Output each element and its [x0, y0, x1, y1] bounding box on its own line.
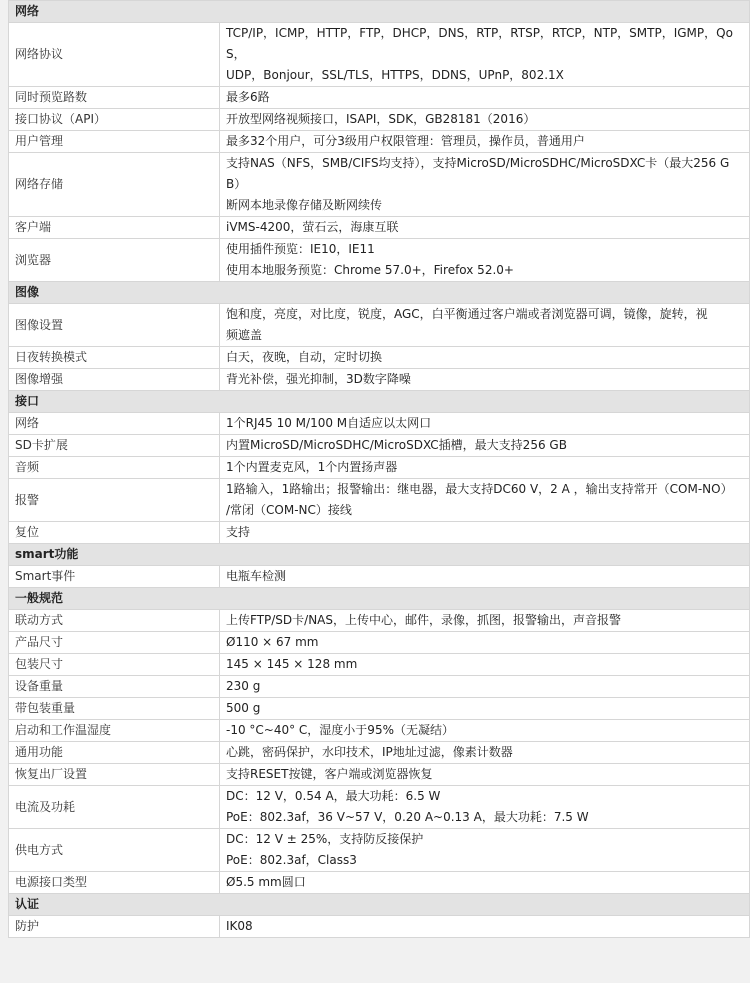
spec-row — [9, 87, 750, 109]
spec-value — [220, 153, 750, 217]
spec-value-line: 电瓶车检测 — [226, 569, 287, 583]
spec-label: 接口协议（API） — [9, 109, 220, 131]
spec-value-line: 最多32个用户，可分3级用户权限管理：管理员，操作员，普通用户 — [226, 134, 585, 148]
spec-label: 电流及功耗 — [9, 786, 220, 829]
spec-value — [220, 304, 750, 347]
spec-value-line: 支持NAS（NFS，SMB/CIFS均支持），支持MicroSD/MicroSDHC/MicroSDXC卡（最大256 GB） — [226, 156, 730, 191]
spec-value — [220, 23, 750, 87]
section-header — [9, 544, 750, 566]
spec-row — [9, 742, 750, 764]
spec-value-line: IK08 — [226, 919, 253, 933]
spec-value-line: /常闭（COM-NC）接线 — [226, 503, 352, 517]
spec-value-line: 白天，夜晚，自动，定时切换 — [226, 350, 383, 364]
spec-row — [9, 109, 750, 131]
spec-value-line: 使用插件预览：IE10，IE11 — [226, 242, 375, 256]
spec-label: 复位 — [9, 522, 220, 544]
spec-value — [220, 654, 750, 676]
spec-value-line: iVMS-4200，萤石云，海康互联 — [226, 220, 399, 234]
spec-value — [220, 239, 750, 282]
spec-value — [220, 435, 750, 457]
section-title: 认证 — [9, 894, 750, 916]
spec-value-line: 内置MicroSD/MicroSDHC/MicroSDXC插槽，最大支持256 GB — [226, 438, 567, 452]
spec-label: 用户管理 — [9, 131, 220, 153]
spec-row — [9, 654, 750, 676]
spec-value-line: 1个RJ45 10 M/100 M自适应以太网口 — [226, 416, 432, 430]
spec-value-line: 最多6路 — [226, 90, 270, 104]
spec-row — [9, 676, 750, 698]
spec-value-line: DC：12 V，0.54 A，最大功耗：6.5 W — [226, 789, 441, 803]
spec-row — [9, 720, 750, 742]
spec-row — [9, 369, 750, 391]
spec-value — [220, 632, 750, 654]
spec-row — [9, 786, 750, 829]
spec-label: SD卡扩展 — [9, 435, 220, 457]
spec-value — [220, 786, 750, 829]
spec-value-line: PoE：802.3af，36 V~57 V，0.20 A~0.13 A，最大功耗：7.5 W — [226, 810, 589, 824]
spec-value-line: 145 × 145 × 128 mm — [226, 657, 358, 671]
section-title: 一般规范 — [9, 588, 750, 610]
spec-row — [9, 457, 750, 479]
spec-value-line: 频遮盖 — [226, 328, 263, 342]
spec-value — [220, 764, 750, 786]
spec-value-line: 饱和度，亮度，对比度，锐度，AGC，白平衡通过客户端或者浏览器可调，镜像，旋转，视 — [226, 307, 708, 321]
spec-label: 通用功能 — [9, 742, 220, 764]
spec-value — [220, 369, 750, 391]
section-title: 图像 — [9, 282, 750, 304]
spec-value-line: 开放型网络视频接口，ISAPI，SDK，GB28181（2016） — [226, 112, 536, 126]
spec-value — [220, 131, 750, 153]
spec-label: 启动和工作温湿度 — [9, 720, 220, 742]
spec-value — [220, 479, 750, 522]
spec-value — [220, 676, 750, 698]
spec-value-line: DC：12 V ± 25%，支持防反接保护 — [226, 832, 424, 846]
spec-value — [220, 698, 750, 720]
spec-label: Smart事件 — [9, 566, 220, 588]
spec-value-line: Ø110 × 67 mm — [226, 635, 319, 649]
spec-value-line: TCP/IP，ICMP，HTTP，FTP，DHCP，DNS，RTP，RTSP，RTCP，NTP，SMTP，IGMP，QoS， — [226, 26, 733, 61]
spec-row — [9, 829, 750, 872]
spec-value-line: 500 g — [226, 701, 261, 715]
spec-label: 电源接口类型 — [9, 872, 220, 894]
spec-label: 同时预览路数 — [9, 87, 220, 109]
section-title: 接口 — [9, 391, 750, 413]
spec-row — [9, 304, 750, 347]
spec-label: 图像增强 — [9, 369, 220, 391]
spec-table — [8, 0, 750, 938]
spec-label: 图像设置 — [9, 304, 220, 347]
spec-value-line: 使用本地服务预览：Chrome 57.0+，Firefox 52.0+ — [226, 263, 514, 277]
spec-value — [220, 829, 750, 872]
spec-row — [9, 217, 750, 239]
spec-value-line: 断网本地录像存储及断网续传 — [226, 198, 383, 212]
section-header — [9, 588, 750, 610]
spec-label: 客户端 — [9, 217, 220, 239]
spec-value-line: 支持RESET按键，客户端或浏览器恢复 — [226, 767, 433, 781]
spec-label: 网络 — [9, 413, 220, 435]
spec-value-line: UDP，Bonjour，SSL/TLS，HTTPS，DDNS，UPnP，802.1X — [226, 68, 564, 82]
spec-row — [9, 153, 750, 217]
spec-value-line: 心跳，密码保护，水印技术，IP地址过滤，像素计数器 — [226, 745, 513, 759]
spec-label: 包装尺寸 — [9, 654, 220, 676]
spec-label: 联动方式 — [9, 610, 220, 632]
spec-row — [9, 764, 750, 786]
section-header — [9, 894, 750, 916]
spec-label: 设备重量 — [9, 676, 220, 698]
spec-value-line: PoE：802.3af，Class3 — [226, 853, 357, 867]
spec-label: 音频 — [9, 457, 220, 479]
spec-label: 网络协议 — [9, 23, 220, 87]
spec-row — [9, 435, 750, 457]
spec-row — [9, 610, 750, 632]
section-header — [9, 1, 750, 23]
spec-value — [220, 87, 750, 109]
spec-row — [9, 698, 750, 720]
spec-value-line: 上传FTP/SD卡/NAS，上传中心，邮件，录像，抓图，报警输出，声音报警 — [226, 613, 622, 627]
spec-row — [9, 566, 750, 588]
spec-value — [220, 457, 750, 479]
spec-row — [9, 347, 750, 369]
section-header — [9, 391, 750, 413]
spec-row — [9, 23, 750, 87]
spec-label: 浏览器 — [9, 239, 220, 282]
spec-value — [220, 610, 750, 632]
spec-label: 恢复出厂设置 — [9, 764, 220, 786]
spec-label: 供电方式 — [9, 829, 220, 872]
spec-value — [220, 720, 750, 742]
spec-value-line: 1路输入，1路输出；报警输出：继电器，最大支持DC60 V，2 A ，输出支持常开（COM-NO） — [226, 482, 733, 496]
spec-value-line: Ø5.5 mm圆口 — [226, 875, 306, 889]
spec-label: 带包装重量 — [9, 698, 220, 720]
spec-label: 网络存储 — [9, 153, 220, 217]
spec-label: 日夜转换模式 — [9, 347, 220, 369]
spec-value-line: 230 g — [226, 679, 261, 693]
spec-value-line: 1个内置麦克风，1个内置扬声器 — [226, 460, 398, 474]
section-header — [9, 282, 750, 304]
spec-row — [9, 916, 750, 938]
spec-label: 产品尺寸 — [9, 632, 220, 654]
spec-value — [220, 347, 750, 369]
spec-label: 报警 — [9, 479, 220, 522]
spec-value-line: -10 °C~40° C，湿度小于95%（无凝结） — [226, 723, 454, 737]
spec-row — [9, 479, 750, 522]
spec-row — [9, 239, 750, 282]
spec-row — [9, 522, 750, 544]
spec-row — [9, 131, 750, 153]
spec-value — [220, 742, 750, 764]
spec-value — [220, 566, 750, 588]
spec-value — [220, 109, 750, 131]
spec-label: 防护 — [9, 916, 220, 938]
spec-value — [220, 872, 750, 894]
section-title: 网络 — [9, 1, 750, 23]
spec-value — [220, 413, 750, 435]
spec-value — [220, 217, 750, 239]
spec-table-body — [9, 1, 750, 938]
spec-row — [9, 413, 750, 435]
spec-row — [9, 872, 750, 894]
section-title: smart功能 — [9, 544, 750, 566]
spec-value-line: 支持 — [226, 525, 251, 539]
spec-value-line: 背光补偿，强光抑制，3D数字降噪 — [226, 372, 411, 386]
spec-row — [9, 632, 750, 654]
spec-value — [220, 522, 750, 544]
spec-value — [220, 916, 750, 938]
